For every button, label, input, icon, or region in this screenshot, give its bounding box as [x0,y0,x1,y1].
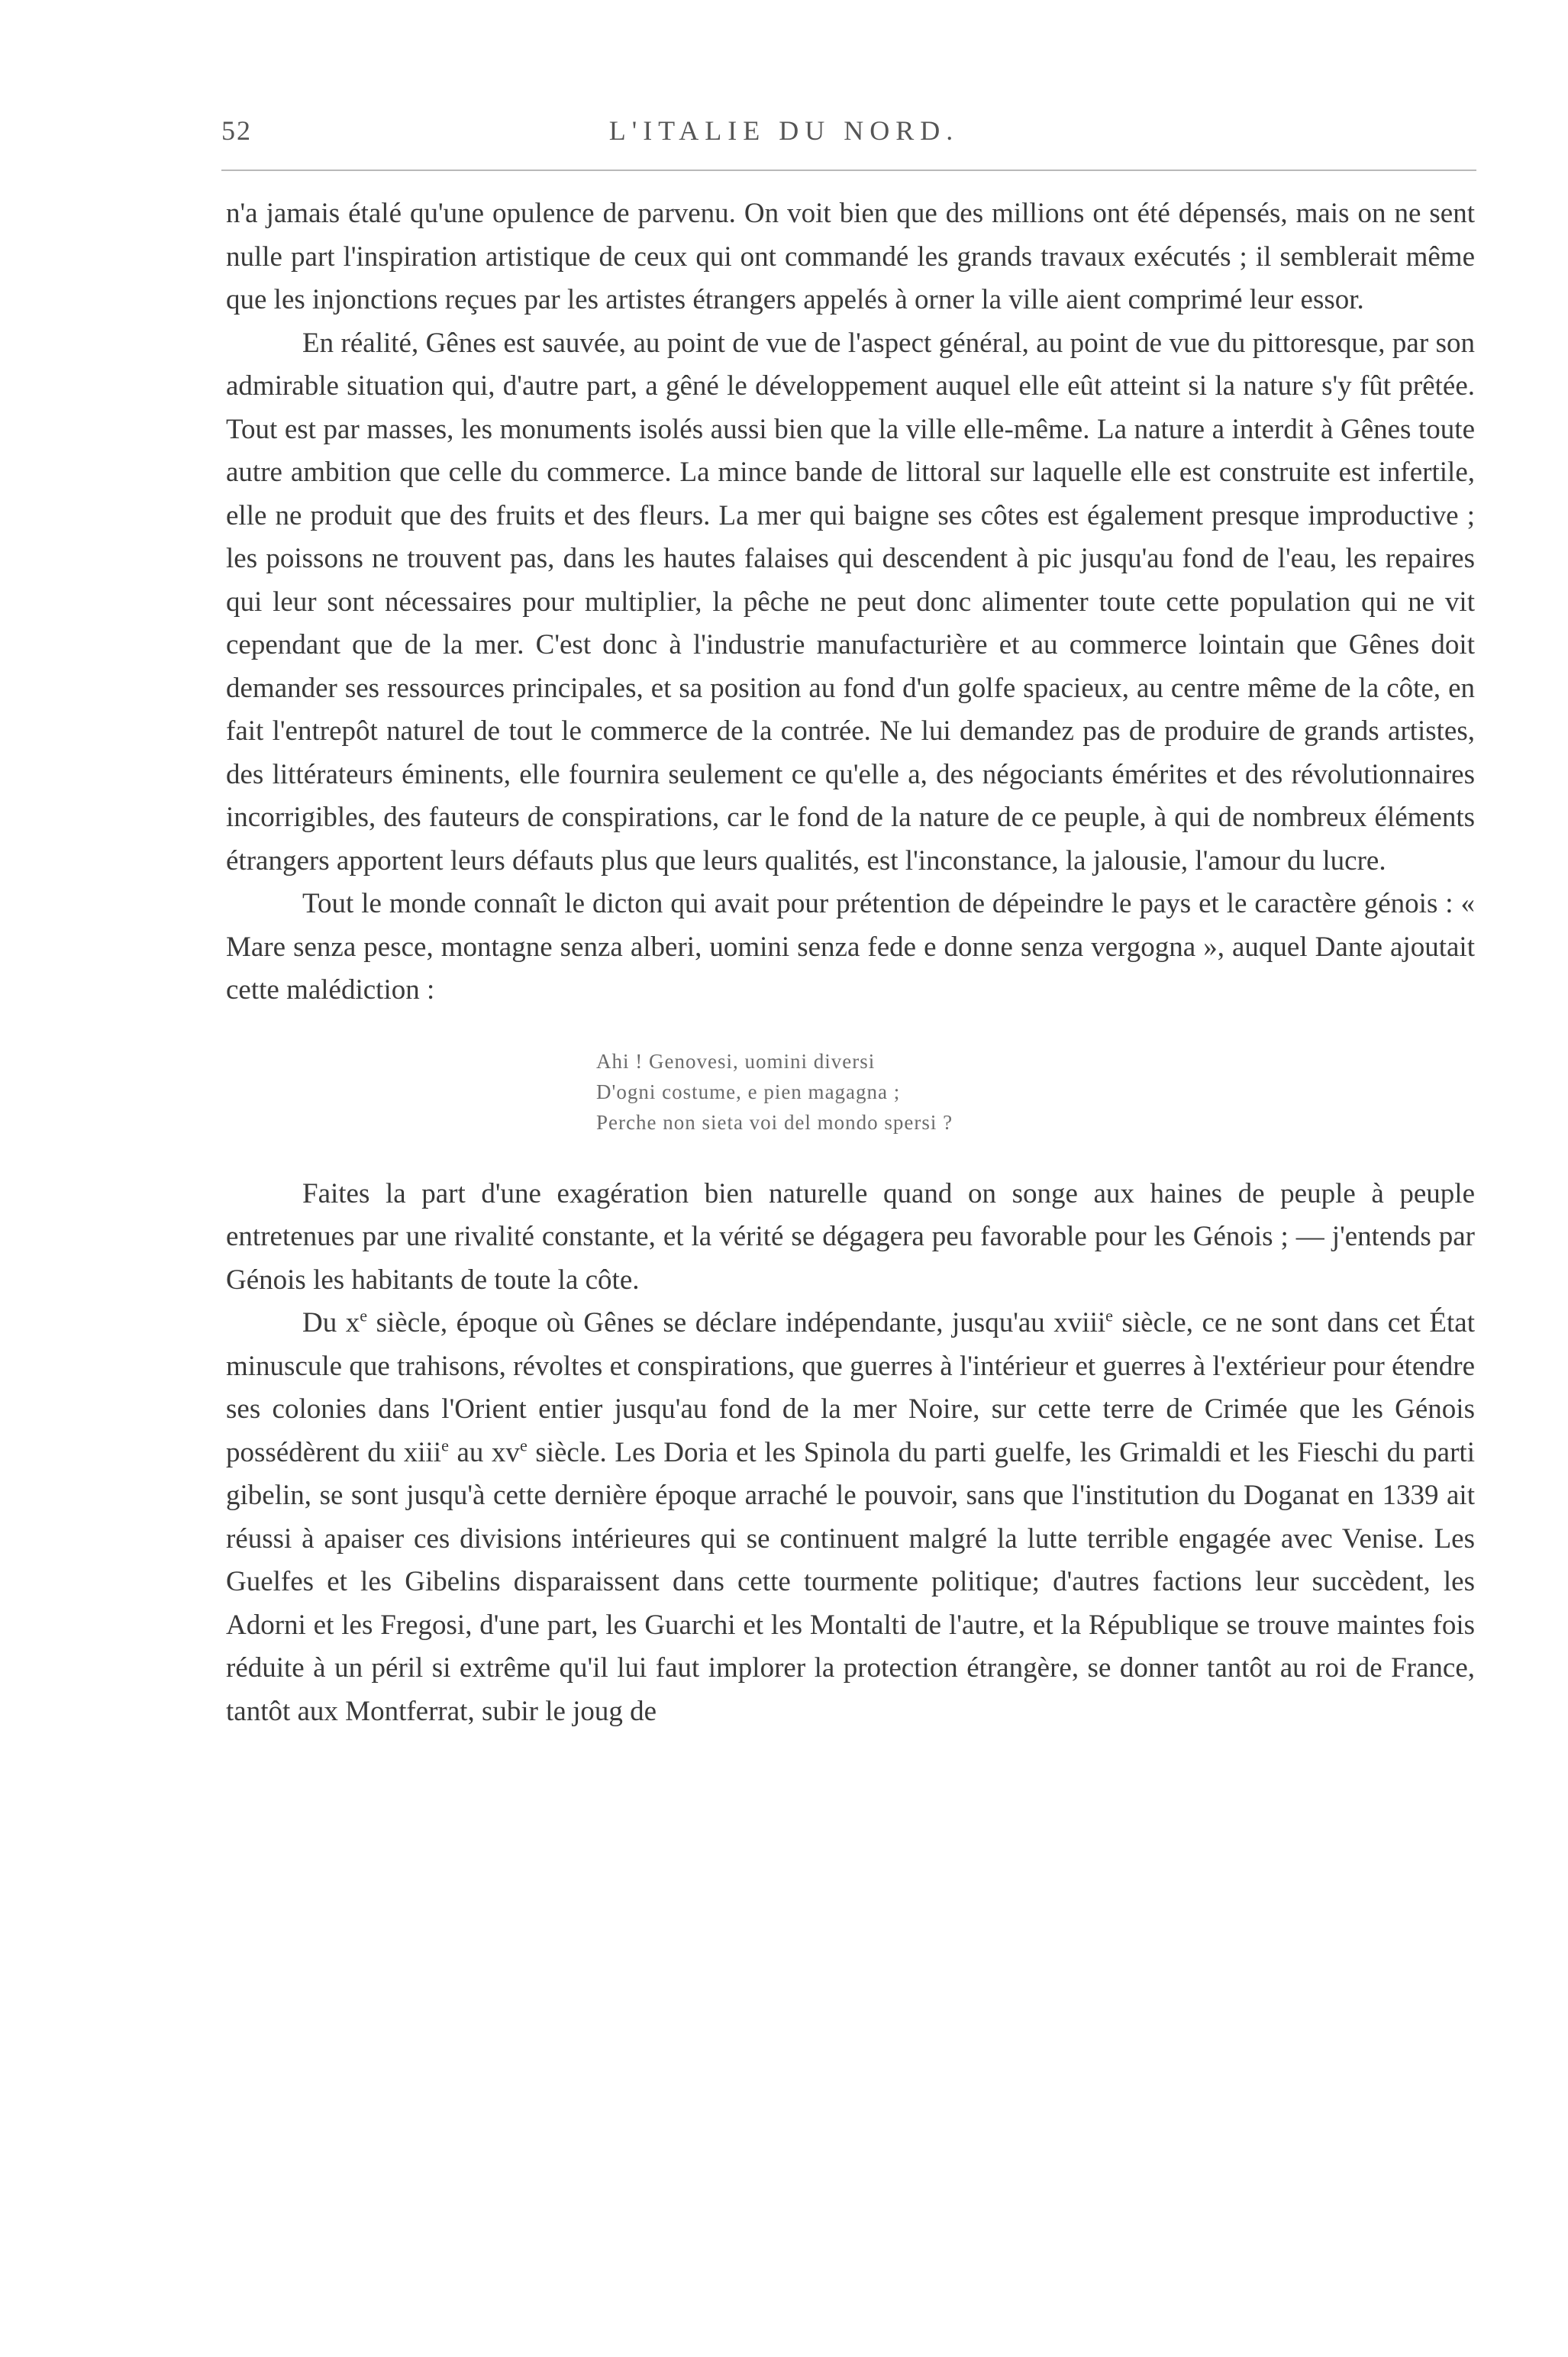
paragraph-1: n'a jamais étalé qu'une opulence de parvenu. On voit bien que des millions ont été dépensés, mais on ne sent nulle part l'inspiration artistique de ceux qui ont commandé les grands travaux exécutés ; il semblerait même que les injonctions reçues par les artistes étrangers appelés à orner la ville aient comprimé leur essor. [226,198,1475,315]
p5-sup-3: e [441,1435,449,1455]
verse-line-3: Perche non sieta voi del mondo spersi ? [596,1110,953,1134]
p5-text-a: Du x [302,1307,360,1338]
page-number: 52 [221,115,252,146]
body-text [226,192,1475,1733]
verse-line-1: Ahi ! Genovesi, uomini diversi [596,1049,876,1073]
p5-sup-4: e [519,1435,528,1455]
header-rule [221,170,1476,171]
verse-line-2: D'ogni costume, e pien magagna ; [596,1080,901,1103]
paragraph-5 [226,1302,1475,1733]
p5-text-e: siècle. Les Doria et les Spinola du parti guelfe, les Grimaldi et les Fieschi du parti gibelin, se sont jusqu'à cette dernière époque arraché le pouvoir, sans que l'institution du Doganat en 1339 ait réussi à apaiser ces divisions intérieures qui se continuent malgré la lutte terrible engagée avec Venise. Les Guelfes et les Gibelins disparaissent dans cette tourmente politique; d'autres factions leur succèdent, les Adorni et les Fregosi, d'une part, les Guarchi et les Montalti de l'autre, et la République se trouve maintes fois réduite à un péril si extrême qu'il lui faut implorer la protection étrangère, se donner tantôt au roi de France, tantôt aux Montferrat, subir le joug de [226,1436,1475,1727]
p5-text-d: au xv [448,1436,520,1468]
p5-sup-1: e [360,1306,368,1325]
p5-sup-2: e [1105,1306,1113,1325]
p5-text-c: siècle, ce ne sont dans cet État minuscule que trahisons, révoltes et conspirations, que guerres à l'intérieur et guerres à l'extérieur pour étendre ses colonies dans l'Orient entier jusqu'au fond de la mer Noire, sur cette terre de Crimée que les Génois possédèrent du xiii [226,1307,1475,1468]
paragraph-2: En réalité, Gênes est sauvée, au point de vue de l'aspect général, au point de vue du pittoresque, par son admirable situation qui, d'autre part, a gêné le développement auquel elle eût atteint si la nature s'y fût prêtée. Tout est par masses, les monuments isolés aussi bien que la ville elle-même. La nature a interdit à Gênes toute autre ambition que celle du commerce. La mince bande de littoral sur laquelle elle est construite est infertile, elle ne produit que des fruits et des fleurs. La mer qui baigne ses côtes est également presque improductive ; les poissons ne trouvent pas, dans les hautes falaises qui descendent à pic jusqu'au fond de l'eau, les repaires qui leur sont nécessaires pour multiplier, la pêche ne peut donc alimenter toute cette population qui ne vit cependant que de la mer. C'est donc à l'industrie manufacturière et au commerce lointain que Gênes doit demander ses ressources principales, et sa position au fond d'un golfe spacieux, au centre même de la côte, en fait l'entrepôt naturel de tout le commerce de la contrée. Ne lui demandez pas de produire de grands artistes, des littérateurs éminents, elle fournira seulement ce qu'elle a, des négociants émérites et des révolutionnaires incorrigibles, des fauteurs de conspirations, car le fond de la nature de ce peuple, à qui de nombreux éléments étrangers apportent leurs défauts plus que leurs qualités, est l'inconstance, la jalousie, l'amour du lucre. [226,327,1475,877]
verse-quotation [226,1046,1475,1138]
paragraph-3: Tout le monde connaît le dicton qui avait pour prétention de dépeindre le pays et le caractère génois : « Mare senza pesce, montagne senza alberi, uomini senza fede e donne senza vergogna », auquel Dante ajoutait cette malédiction : [226,888,1475,1006]
p5-text-b: siècle, époque où Gênes se déclare indépendante, jusqu'au xviii [367,1307,1106,1338]
running-title: L'ITALIE DU NORD. [608,115,960,146]
paragraph-4: Faites la part d'une exagération bien naturelle quand on songe aux haines de peuple à peuple entretenues par une rivalité constante, et la vérité se dégagera peu favorable pour les Génois ; — j'entends par Génois les habitants de toute la côte. [226,1177,1475,1296]
